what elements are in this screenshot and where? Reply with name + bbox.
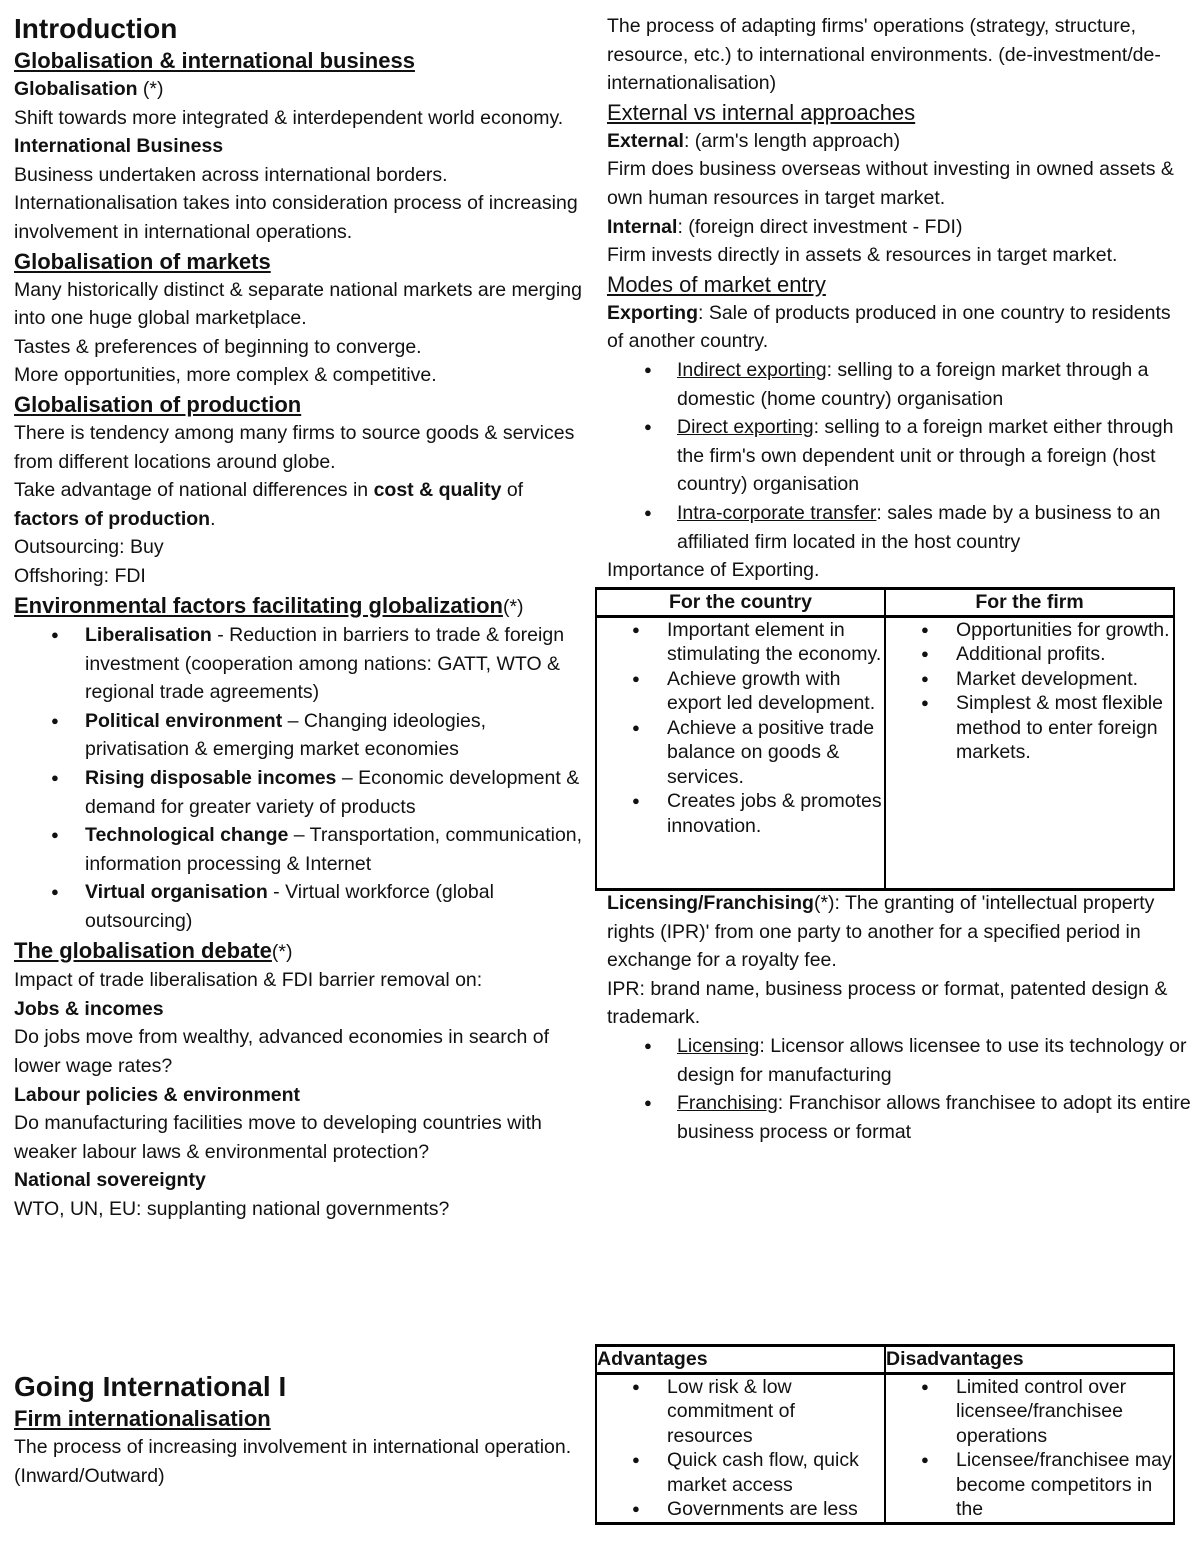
table-cell [596, 616, 885, 889]
term-label: Jobs & incomes [14, 997, 164, 1020]
list-item: ● Limited control over licensee/franchisee operations [886, 1375, 1173, 1449]
advantages-disadvantages-table [595, 1344, 1175, 1525]
list-item: ● Low risk & low commitment of resources [597, 1375, 884, 1449]
paragraph: IPR: brand name, business process or format, patented design & trademark. [607, 977, 1168, 1029]
list-item: ● Achieve growth with export led development. [597, 667, 884, 716]
table-header: For the firm [885, 589, 1174, 617]
left-column [14, 12, 589, 1224]
paragraph: Outsourcing: Buy [14, 536, 164, 559]
term-internal: Internal: (foreign direct investment - FDI) [607, 215, 963, 238]
table-cell [885, 616, 1174, 889]
paragraph: Do manufacturing facilities move to developing countries with weaker labour laws & environmental protection? [14, 1112, 542, 1163]
table-header: For the country [596, 589, 885, 617]
list-item: ● Quick cash flow, quick market access [597, 1448, 884, 1497]
importance-of-exporting-table [595, 587, 1175, 891]
definition-text: Internationalisation takes into consideration process of increasing involvement in international operations. [14, 192, 578, 243]
paragraph: Impact of trade liberalisation & FDI barrier removal on: [14, 969, 483, 992]
paragraph: Take advantage of national differences in cost & quality of factors of production. [14, 479, 524, 530]
list-item: ● Liberalisation - Reduction in barriers to trade & foreign investment (cooperation among nations: GATT, WTO & regional trade agreements) [14, 621, 589, 707]
definition-text: Business undertaken across international borders. [14, 163, 448, 186]
list-item: ● Simplest & most flexible method to enter foreign markets. [886, 691, 1173, 765]
heading-globalisation-of-production: Globalisation of production [14, 391, 302, 417]
term-label: Globalisation [14, 78, 138, 100]
paragraph: The process of adapting firms' operations (strategy, structure, resource, etc.) to international environments. (de-investment/de-internationalisation) [607, 15, 1161, 95]
paragraph: Many historically distinct & separate national markets are merging into one huge global marketplace. [14, 278, 582, 330]
term-exporting: Exporting: Sale of products produced in one country to residents of another country. [607, 301, 1171, 353]
term-licensing-franchising: Licensing/Franchising(*): The granting of 'intellectual property rights (IPR)' from one party to another for a specified period in exchange for a royalty fee. [607, 892, 1155, 972]
list-item: ● Licensing: Licensor allows licensee to use its technology or design for manufacturing [607, 1032, 1192, 1089]
heading-globalisation-of-markets: Globalisation of markets [14, 248, 271, 274]
paragraph: WTO, UN, EU: supplanting national governments? [14, 1197, 450, 1220]
heading-environmental-factors: Environmental factors facilitating globalization(*) [14, 592, 524, 618]
list-item: ● Achieve a positive trade balance on goods & services. [597, 716, 884, 790]
term-label: National sovereignty [14, 1169, 206, 1192]
paragraph: Tastes & preferences of beginning to converge. [14, 335, 422, 358]
list-item: ● Creates jobs & promotes innovation. [597, 789, 884, 838]
paragraph: More opportunities, more complex & competitive. [14, 364, 437, 387]
table-header: Advantages [596, 1346, 885, 1374]
list-item: ● Market development. [886, 667, 1173, 692]
heading-globalisation-debate: The globalisation debate(*) [14, 937, 293, 963]
paragraph: Firm does business overseas without investing in owned assets & own human resources in target market. [607, 158, 1174, 209]
heading-globalisation-international-business: Globalisation & international business [14, 48, 415, 73]
paragraph: The process of increasing involvement in international operation. (Inward/Outward) [14, 1436, 572, 1487]
list-item: ● Governments are less [597, 1497, 884, 1522]
page-title: Introduction [14, 13, 178, 44]
list-item: ● Direct exporting: selling to a foreign market either through the firm's own dependent unit or through a foreign (host country) organisation [607, 413, 1192, 499]
exporting-list [607, 356, 1192, 556]
list-item: ● Intra-corporate transfer: sales made by a business to an affiliated firm located in the host country [607, 499, 1192, 556]
licensing-section [607, 889, 1192, 1146]
table-header: Disadvantages [885, 1346, 1174, 1374]
definition-text: Shift towards more integrated & interdependent world economy. [14, 106, 564, 129]
term-external: External: (arm's length approach) [607, 129, 901, 152]
term-globalisation: Globalisation (*) [14, 78, 164, 100]
table-cell [885, 1373, 1174, 1523]
list-item: ● Opportunities for growth. [886, 618, 1173, 643]
paragraph: Firm invests directly in assets & resources in target market. [607, 244, 1118, 267]
paragraph: Do jobs move from wealthy, advanced economies in search of lower wage rates? [14, 1026, 550, 1077]
section-title: Going International I [14, 1371, 287, 1402]
section-going-international [14, 1370, 589, 1490]
heading-external-vs-internal: External vs internal approaches [607, 99, 916, 125]
list-item: ● Virtual organisation - Virtual workforce (global outsourcing) [14, 878, 589, 935]
list-item: ● Political environment – Changing ideologies, privatisation & emerging market economies [14, 707, 589, 764]
list-item: ● Rising disposable incomes – Economic development & demand for greater variety of products [14, 764, 589, 821]
paragraph: Importance of Exporting. [607, 559, 820, 582]
env-factors-list [14, 621, 589, 936]
list-item: ● Technological change – Transportation, communication, information processing & Internet [14, 821, 589, 878]
table-cell [596, 1373, 885, 1523]
term-label: Labour policies & environment [14, 1083, 301, 1106]
paragraph: Offshoring: FDI [14, 564, 146, 587]
heading-firm-internationalisation: Firm internationalisation [14, 1406, 271, 1431]
list-item: ● Franchising: Franchisor allows franchisee to adopt its entire business process or format [607, 1089, 1192, 1146]
list-item: ● Indirect exporting: selling to a foreign market through a domestic (home country) organisation [607, 356, 1192, 413]
licensing-list [607, 1032, 1192, 1146]
paragraph: There is tendency among many firms to source goods & services from different locations around globe. [14, 421, 575, 473]
list-item: ● Additional profits. [886, 642, 1173, 667]
heading-modes-of-market-entry: Modes of market entry [607, 271, 826, 297]
list-item: ● Licensee/franchisee may become competitors in the [886, 1448, 1173, 1522]
list-item: ● Important element in stimulating the economy. [597, 618, 884, 667]
right-column [607, 12, 1192, 585]
term-label: International Business [14, 135, 224, 158]
